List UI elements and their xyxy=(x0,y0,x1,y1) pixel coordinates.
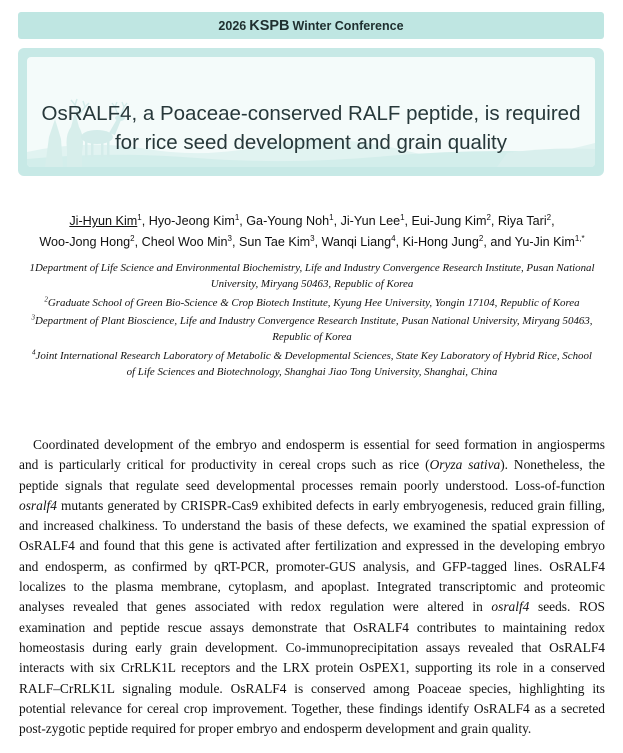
title-panel xyxy=(27,57,595,167)
author: Cheol Woo Min$^3$, xyxy=(141,233,239,249)
affiliation xyxy=(28,314,596,346)
author: Eui-Jung Kim$^2$, xyxy=(411,212,498,228)
author-name: Ji-Hyun Kim xyxy=(69,214,138,228)
conference-year: 2026 xyxy=(218,18,247,33)
author-affiliation-marker: 4 xyxy=(391,233,396,243)
title-line-1: OsRALF4, a Poaceae-conserved RALF peptide, is required xyxy=(41,102,581,125)
conference-banner xyxy=(18,12,604,39)
author: Riya Tari$^2$, xyxy=(497,212,555,228)
author-affiliation-marker: 1 xyxy=(329,212,334,222)
author-affiliation-marker: 3 xyxy=(227,233,232,243)
author-affiliation-marker: 1 xyxy=(400,212,405,222)
author: Ji-Yun Lee$^1$, xyxy=(340,212,412,228)
author-name: Ji-Yun Lee xyxy=(340,214,401,228)
affiliation-text: Department of Plant Bioscience, Life and Industry Convergence Research Institute, Pusan National University, Miryang 50463, Republic of Korea xyxy=(34,315,593,344)
species-name: Oryza sativa xyxy=(429,457,501,473)
author: Wanqi Liang$^4$, xyxy=(321,233,403,249)
affiliation xyxy=(28,296,596,312)
author-name: Sun Tae Kim xyxy=(238,235,311,249)
title-frame xyxy=(18,48,604,176)
conference-event: Winter Conference xyxy=(292,18,404,33)
author-name: Hyo-Jeong Kim xyxy=(148,214,235,228)
mutant-name: osralf4 xyxy=(19,497,57,513)
author-affiliation-marker: 1,* xyxy=(574,233,585,243)
title-line-2: for rice seed development and grain quality xyxy=(114,131,507,154)
author-name: Wanqi Liang xyxy=(321,235,392,249)
author-affiliation-marker: 3 xyxy=(310,233,315,243)
author-name: Woo-Jong Hong xyxy=(39,235,131,249)
affiliation-text: 1Department of Life Science and Environmental Biochemistry, Life and Industry Convergence Research Institute, Pusan National University, Miryang 50463, Republic of Korea xyxy=(29,262,595,290)
author: Hyo-Jeong Kim$^1$, xyxy=(148,212,247,228)
affiliation-marker: 4 xyxy=(32,348,36,357)
author-name: Riya Tari xyxy=(497,214,547,228)
author: Woo-Jong Hong$^2$, xyxy=(39,233,142,249)
author-name: Eui-Jung Kim xyxy=(411,214,487,228)
author-affiliation-marker: 1 xyxy=(234,212,240,222)
abstract xyxy=(19,435,605,739)
affiliation-text: Joint International Research Laboratory of Metabolic & Developmental Sciences, State Key Laboratory of Hybrid Rice, School of Life Sciences and Biotechnology, Shanghai Jiao Tong University, Shanghai, China xyxy=(35,349,592,378)
author: Ji-Hyun Kim$^1$, xyxy=(69,212,149,228)
paper-title xyxy=(27,99,595,157)
affiliation-marker: 3 xyxy=(31,313,35,322)
author xyxy=(515,235,585,249)
author-name: Ki-Hong Jung xyxy=(402,235,479,249)
author-affiliation-marker: 2 xyxy=(478,233,484,243)
affiliation-text: Graduate School of Green Bio-Science & Crop Biotech Institute, Kyung Hee University, Yongin 17104, Republic of Korea xyxy=(47,296,580,309)
author-affiliation-marker: 2 xyxy=(130,233,135,243)
author-name: Cheol Woo Min xyxy=(141,235,228,249)
affiliation-marker: 2 xyxy=(44,294,48,303)
author: Ki-Hong Jung$^2$, and xyxy=(402,233,515,249)
author: Sun Tae Kim$^3$, xyxy=(238,233,322,249)
mutant-name: osralf4 xyxy=(491,599,530,615)
author-name: Ga-Young Noh xyxy=(246,214,330,228)
author-affiliation-marker: 1 xyxy=(137,212,142,222)
affiliation xyxy=(28,349,596,381)
author-list xyxy=(12,211,612,253)
author-name: Yu-Jin Kim xyxy=(514,235,575,249)
abstract-paragraph: Coordinated development of the embryo and endosperm is essential for seed formation in angiosperms and is particularly critical for productivity in cereal crops such as rice (Oryza sativa). Nonetheless, the peptide signals that regulate seed developmental processes remain poorly understood. Loss-of-function osralf4 mutants generated by CRISPR-Cas9 exhibited defects in early embryogenesis, reduced grain filling, and increased chalkiness. To understand the basis of these defects, we examined the spatial expression of OsRALF4 and found that this gene is activated after fertilization and expressed in the developing embryo and endosperm, as confirmed by qRT-PCR, promoter-GUS analysis, and GFP-tagged lines. OsRALF4 localizes to the plasma membrane, cytoplasm, and apoplast. Integrated transcriptomic and proteomic analyses revealed that genes associated with redox regulation were altered in osralf4 seeds. ROS examination and peptide rescue assays demonstrate that OsRALF4 contributes to maintaining redox homeostasis during early grain development. Co-immunoprecipitation assays revealed that OsRALF4 interacts with six CrRLK1L receptors and the LRX protein OsPEX1, supporting its role in a conserved RALF–CrRLK1L signaling module. OsRALF4 is conserved among Poaceae species, highlighting its potential relevance for cereal crop improvement. Together, these findings identify OsRALF4 as a secreted post-zygotic peptide required for proper embryo and endosperm development and grain quality. xyxy=(19,437,605,737)
affiliation xyxy=(28,261,596,293)
author-affiliation-marker: 2 xyxy=(486,212,491,222)
conference-name: KSPB xyxy=(249,17,290,34)
author: Ga-Young Noh$^1$, xyxy=(246,212,341,228)
affiliation-list xyxy=(28,261,596,384)
author-affiliation-marker: 2 xyxy=(546,212,552,222)
